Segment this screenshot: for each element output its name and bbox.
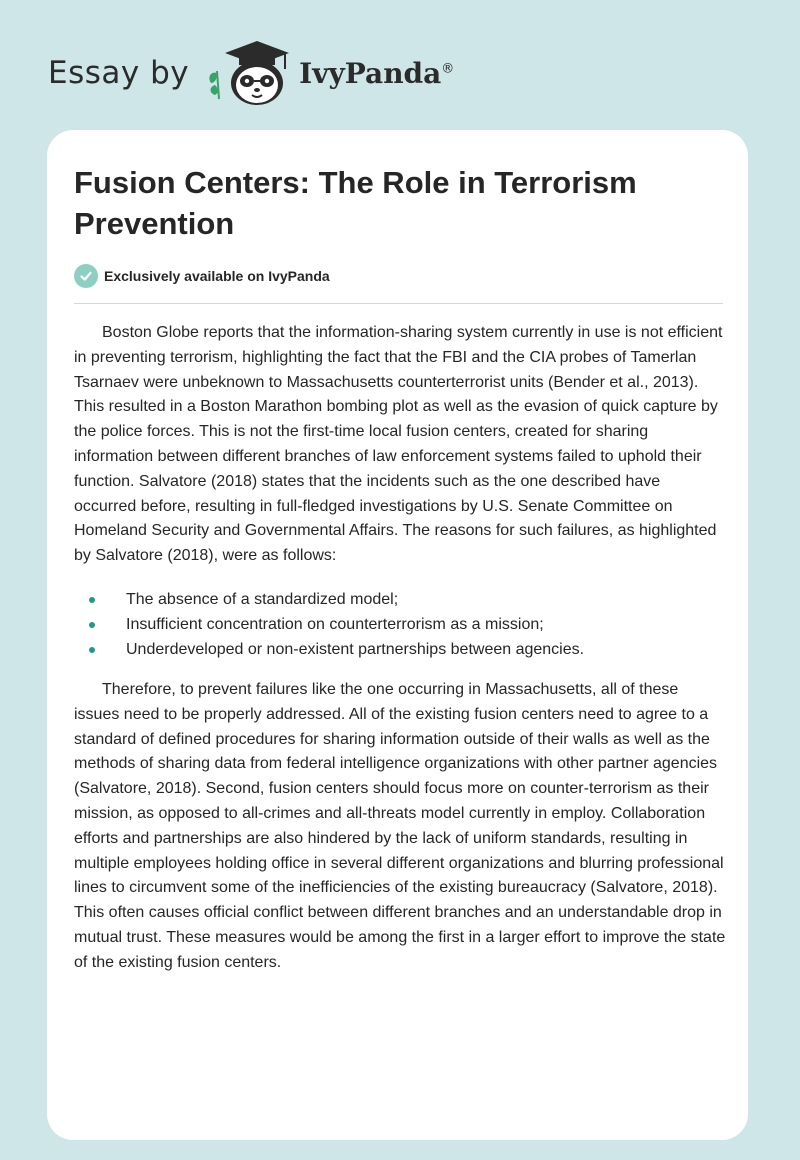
page-title: Fusion Centers: The Role in Terrorism Prevention	[74, 165, 637, 241]
list-item	[74, 588, 726, 613]
divider	[74, 303, 723, 304]
paragraph-2: Therefore, to prevent failures like the one occurring in Massachusetts, all of these issues need to be properly addressed. All of the existing fusion centers need to agree to a standard of defined procedures for sharing information outside of their walls as well as the methods of sharing data from federal intelligence organizations with other partner agencies (Salvatore, 2018). Second, fusion centers should focus more on counter-terrorism as their mission, as opposed to all-crimes and all-threats model currently in employ. Collaboration efforts and partnerships are also hindered by the lack of uniform standards, resulting in multiple employees holding office in several different organizations and blurring professional lines to circumvent some of the inefficiencies of the existing bureaucracy (Salvatore, 2018). This often causes official conflict between different branches and an understandable drop in mutual trust. These measures would be among the first in a larger effort to improve the state of the existing fusion centers.	[74, 681, 726, 971]
check-circle-icon	[74, 264, 98, 288]
bullet-dot-icon	[89, 647, 95, 653]
site-header	[48, 38, 768, 108]
essay-by-label: Essay by	[48, 55, 190, 91]
registered-mark: ®	[441, 61, 455, 77]
paragraph-1: Boston Globe reports that the information-sharing system currently in use is not efficient in preventing terrorism, highlighting the fact that the FBI and the CIA probes of Tamerlan Tsarnaev were unbeknown to Massachusetts counterterrorist units (Bender et al., 2013). This resulted in a Boston Marathon bombing plot as well as the evasion of quick capture by the police forces. This is not the first-time local fusion centers, created for sharing information between different branches of law enforcement systems failed to uphold their function. Salvatore (2018) states that the incidents such as the one described have occurred before, resulting in full-fledged investigations by U.S. Senate Committee on Homeland Security and Governmental Affairs. The reasons for such failures, as highlighted by Salvatore (2018), were as follows:	[74, 324, 723, 565]
panda-graduate-logo-icon[interactable]	[205, 37, 293, 109]
bullet-dot-icon	[89, 622, 95, 628]
essay-card	[47, 130, 748, 1140]
exclusive-label: Exclusively available on IvyPanda	[104, 268, 330, 284]
list-item-text: Underdeveloped or non-existent partnerships between agencies.	[126, 640, 585, 658]
exclusive-badge	[74, 264, 330, 288]
list-item	[74, 613, 726, 638]
list-item-text: The absence of a standardized model;	[126, 591, 399, 608]
bullet-dot-icon	[89, 597, 95, 603]
list-item-text: Insufficient concentration on counterterrorism as a mission;	[126, 615, 544, 633]
reasons-list	[74, 588, 726, 662]
brand-name[interactable]	[299, 57, 454, 90]
list-item	[74, 638, 726, 663]
brand-text: IvyPanda	[299, 56, 442, 90]
